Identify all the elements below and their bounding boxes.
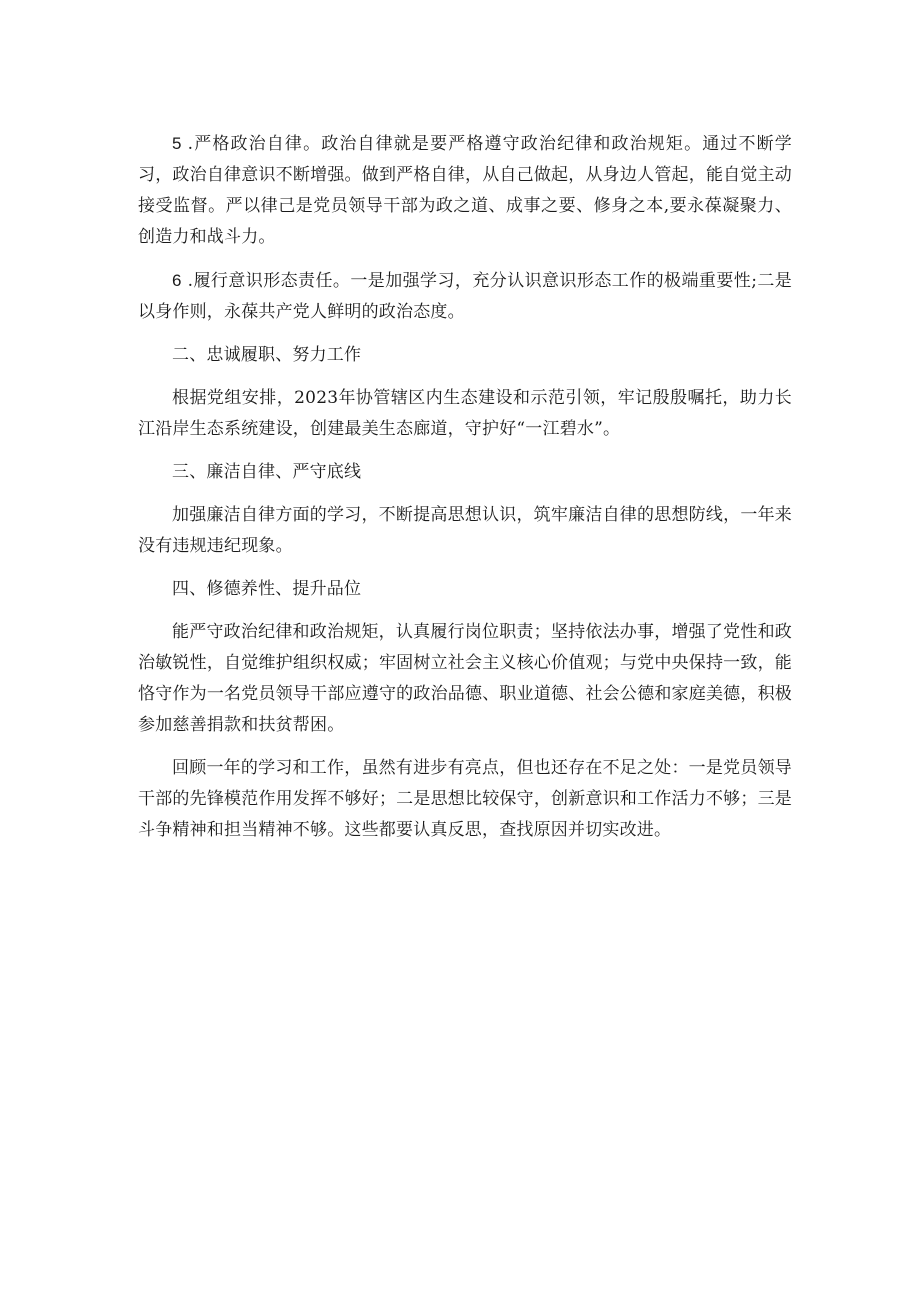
section-3-heading: 三、廉洁自律、严守底线 (172, 462, 362, 482)
section-2-body: 根据党组安排，2023年协管辖区内生态建设和示范引领，牢记殷殷嘱托，助力长江沿岸生态系统建设，创建最美生态廊道，守护好“一江碧水”。 (138, 388, 792, 439)
section-4-body: 能严守政治纪律和政治规矩，认真履行岗位职责；坚持依法办事，增强了党性和政治敏锐性，自觉维护组织权威；牢固树立社会主义核心价值观；与党中央保持一致，能恪守作为一名党员领导干部应遵守的政治品德、职业道德、社会公德和家庭美德，积极参加慈善捐款和扶贫帮困。 (138, 622, 792, 735)
item-6-text: .履行意识形态责任。一是加强学习，充分认识意识形态工作的极端重要性;二是以身作则，永葆共产党人鲜明的政治态度。 (138, 271, 792, 322)
document-page (138, 128, 792, 858)
item-6-paragraph (138, 265, 792, 328)
section-4-heading: 四、修德养性、提升品位 (172, 579, 362, 599)
item-6-number: 6 (172, 271, 182, 290)
conclusion-paragraph: 回顾一年的学习和工作，虽然有进步有亮点，但也还存在不足之处：一是党员领导干部的先锋模范作用发挥不够好；二是思想比较保守，创新意识和工作活力不够；三是斗争精神和担当精神不够。这些都要认真反思，查找原因并切实改进。 (138, 758, 792, 840)
section-3-body: 加强廉洁自律方面的学习，不断提高思想认识，筑牢廉洁自律的思想防线，一年来没有违规违纪现象。 (138, 505, 792, 556)
item-5-text: .严格政治自律。政治自律就是要严格遵守政治纪律和政治规矩。通过不断学习，政治自律意识不断增强。做到严格自律，从自己做起，从身边人管起，能自觉主动接受监督。严以律己是党员领导干部为政之道、成事之要、修身之本,要永葆凝聚力、创造力和战斗力。 (138, 134, 792, 247)
item-5-number: 5 (172, 134, 182, 153)
item-5-paragraph (138, 128, 792, 253)
section-2-heading: 二、忠诚履职、努力工作 (172, 345, 362, 365)
